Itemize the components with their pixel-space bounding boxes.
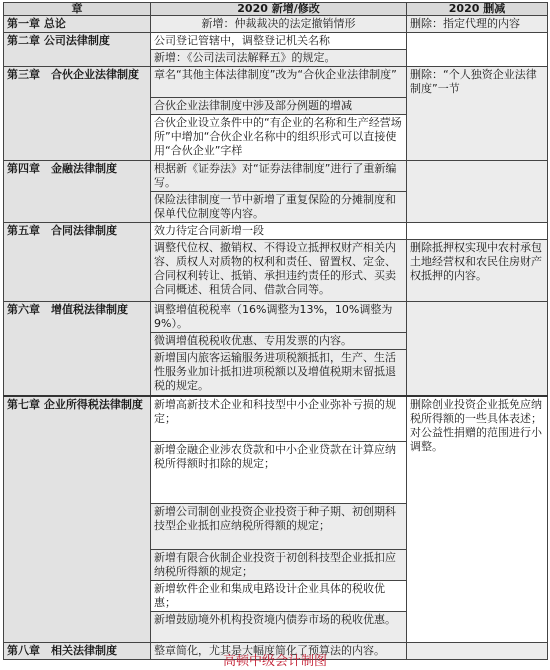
added-cell: 调整增值税税率（16%调整为13%，10%调整为9%）。	[151, 302, 407, 333]
added-cell: 新增公司制创业投资企业投资于种子期、初创期科技型企业抵扣应纳税所得额的规定；	[151, 504, 407, 550]
changes-table	[3, 2, 548, 660]
added-cell: 调整代位权、撤销权、不得设立抵押权财产相关内容、质权人对质物的权利和责任、留置权、定金、合同权利转让、抵销、承担违约责任的形式、买卖合同概述、租赁合同、借款合同等。	[151, 240, 407, 302]
added-cell: 新增：仲裁裁决的法定撤销情形	[151, 16, 407, 33]
added-cell: 新增国内旅客运输服务进项税额抵扣，生产、生活性服务业加计抵扣进项税额以及增值税期末留抵退税的规定。	[151, 350, 407, 396]
chapter-cell: 第七章 企业所得税法律制度	[4, 396, 151, 643]
added-cell: 整章简化，尤其是大幅度简化了预算法的内容。	[151, 643, 407, 660]
removed-cell: 删除抵押权实现中农村承包土地经营权和农民住房财产权抵押的内容。	[407, 240, 548, 302]
added-cell: 新增有限合伙制企业投资于初创科技型企业抵扣应纳税所得额的规定；	[151, 550, 407, 581]
added-cell: 章名“其他主体法律制度”改为“合伙企业法律制度”	[151, 67, 407, 98]
added-cell: 公司登记管辖中，调整登记机关名称	[151, 33, 407, 50]
added-cell: 合伙企业设立条件中的“有企业的名称和生产经营场所”中增加“合伙企业名称中的组织形式可以直接使用“合伙企业”字样	[151, 115, 407, 161]
added-cell: 效力待定合同新增一段	[151, 223, 407, 240]
removed-cell: 删除创业投资企业抵免应纳税所得额的一些具体表述；对公益性捐赠的范围进行小调整。	[407, 396, 548, 643]
added-cell: 合伙企业法律制度中涉及部分例题的增减	[151, 98, 407, 115]
removed-cell	[407, 33, 548, 67]
header-chapter: 章	[4, 3, 151, 16]
table-row	[4, 302, 548, 333]
table-row	[4, 16, 548, 33]
chapter-cell: 第五章 合同法律制度	[4, 223, 151, 302]
removed-cell	[407, 302, 548, 396]
removed-cell-empty	[407, 223, 548, 240]
removed-cell: 删除：“个人独资企业法律制度”一节	[407, 67, 548, 161]
header-row	[4, 3, 548, 16]
chapter-cell: 第四章 金融法律制度	[4, 161, 151, 223]
removed-cell	[407, 161, 548, 223]
chapter-cell: 第六章 增值税法律制度	[4, 302, 151, 396]
table-row	[4, 67, 548, 98]
added-cell: 保险法律制度一节中新增了重复保险的分摊制度和保单代位制度等内容。	[151, 192, 407, 223]
added-cell: 新增：《公司法司法解释五》的规定。	[151, 50, 407, 67]
chapter-cell: 第一章 总论	[4, 16, 151, 33]
added-cell: 根据新《证券法》对“证券法律制度”进行了重新编写。	[151, 161, 407, 192]
header-removed: 2020 删减	[407, 3, 548, 16]
chapter-cell: 第八章 相关法律制度	[4, 643, 151, 660]
added-cell: 新增金融企业涉农贷款和中小企业贷款在计算应纳税所得额时扣除的规定；	[151, 442, 407, 504]
table-row	[4, 396, 548, 442]
added-cell: 微调增值税税收优惠、专用发票的内容。	[151, 333, 407, 350]
table-row	[4, 33, 548, 50]
footer-caption: 高顿中级会计制图	[222, 654, 327, 669]
header-added: 2020 新增/修改	[151, 3, 407, 16]
chapter-cell: 第三章 合伙企业法律制度	[4, 67, 151, 161]
table-row	[4, 223, 548, 240]
added-cell: 新增鼓励境外机构投资境内债券市场的税收优惠。	[151, 612, 407, 643]
added-cell: 新增高新技术企业和科技型中小企业弥补亏损的规定；	[151, 396, 407, 442]
chapter-cell: 第二章 公司法律制度	[4, 33, 151, 67]
added-cell: 新增软件企业和集成电路设计企业具体的税收优惠；	[151, 581, 407, 612]
table-row	[4, 161, 548, 192]
removed-cell: 删除：指定代理的内容	[407, 16, 548, 33]
